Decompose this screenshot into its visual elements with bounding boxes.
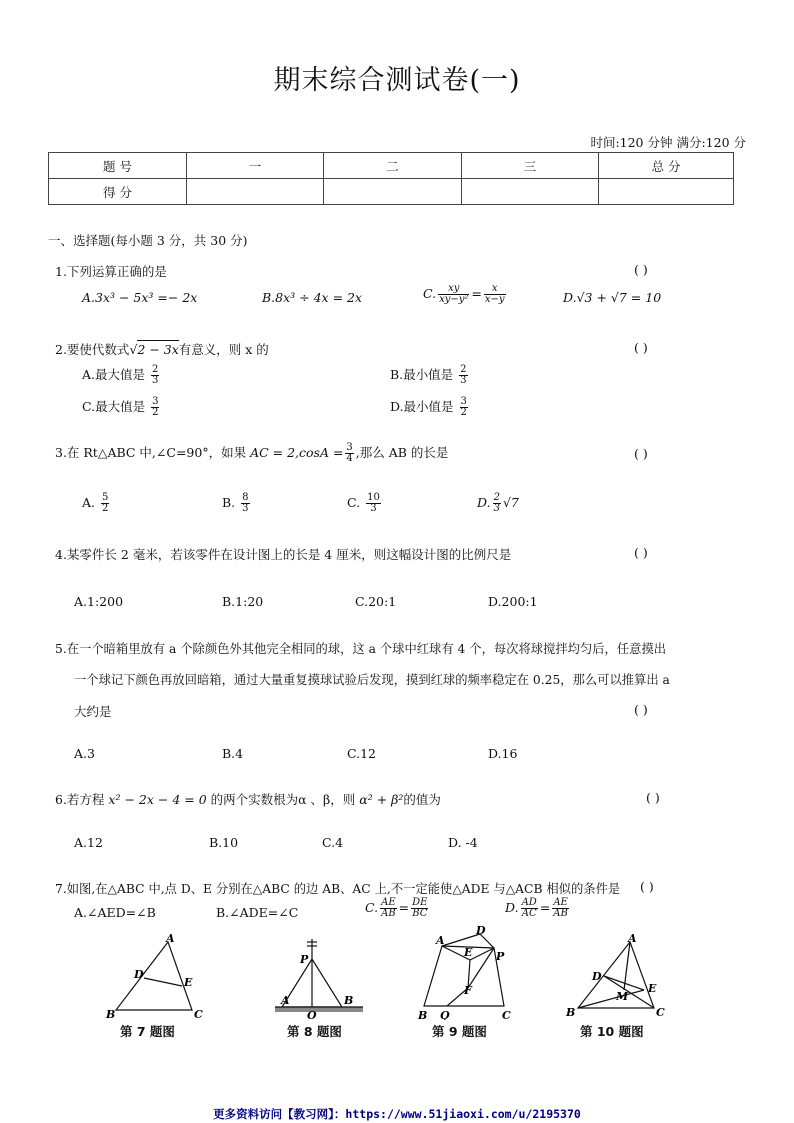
fig8-label: B [344,994,354,1007]
q7-option-d: D. $\frac{AD}{AC}$ = $\frac{AE}{AB}$ [505,897,568,919]
fig9-label: B [418,1009,428,1020]
score-input-cell[interactable] [324,179,462,205]
score-header-cell: 一 [187,153,324,179]
score-header-cell: 总 分 [599,153,734,179]
score-input-cell[interactable] [187,179,324,205]
footer-link[interactable]: 更多资料访问【教习网】：https://www.51jiaoxi.com/u/2195370 [213,1107,581,1121]
q6-option-d: D. -4 [448,835,478,850]
q4-option-d: D.200:1 [488,594,538,609]
score-table [48,152,734,205]
q1-option-c: C. $\frac{xy}{\text{xy−y²}}$ = $\frac{x}{x-y}$ [423,283,505,305]
fraction: $\frac{x}{x-y}$ [484,283,505,305]
figure-10-diagram [564,930,674,1020]
figure-8-caption: 第 8 题图 [287,1024,342,1039]
fig9-label: F [464,984,472,997]
figure-8-diagram [270,935,370,1020]
q7-option-b: B.∠ADE=∠C [216,905,299,920]
fig10-label: B [566,1006,576,1019]
fig10-label: D [592,970,602,983]
time-info: 时间:120 分钟 满分:120 分 [590,135,746,150]
q6-stem: 6.若方程 x² − 2x − 4 = 0 的两个实数根为α 、β，则 α² + β²的值为 [55,792,441,807]
fig7-label: D [134,968,144,981]
page-title: 期末综合测试卷(一) [273,65,521,96]
answer-bracket: ( ) [634,262,648,277]
q6-option-a: A.12 [74,835,103,850]
q4-stem: 4.某零件长 2 毫米，若该零件在设计图上的长是 4 厘米，则这幅设计图的比例尺是 [55,547,512,562]
q7-option-c: C. $\frac{AE}{AB}$ = $\frac{DE}{BC}$ [365,897,428,919]
answer-bracket: ( ) [634,545,648,560]
score-row-label: 得 分 [49,179,187,205]
q1-option-a: A.3x³ − 5x³ =− 2x [82,290,198,305]
q5-line-3: 大约是 [74,704,112,719]
q7-stem: 7.如图,在△ABC 中,点 D、E 分别在△ABC 的边 AB、AC 上,不一定能使△ADE 与△ACB 相似的条件是 [55,882,621,896]
fig8-label: O [307,1009,317,1020]
score-header-cell: 二 [324,153,462,179]
q4-option-c: C.20:1 [355,594,397,609]
q6-option-b: B.10 [209,835,239,850]
q3-option-d: D. $\frac{2}{3}$ √7 [477,492,519,514]
q5-option-a: A.3 [74,746,95,761]
fig9-label: E [464,946,473,959]
fig8-label: P [300,953,309,966]
q2-option-b: B.最小值是 $\frac{2}{3}$ [390,364,467,386]
q2-option-a: A.最大值是 $\frac{2}{3}$ [82,364,159,386]
section-heading: 一、选择题(每小题 3 分，共 30 分) [48,233,248,248]
q4-option-a: A.1:200 [74,594,124,609]
q3-option-c: C. $\frac{10}{3}$ [347,492,380,514]
q5-line-1: 5.在一个暗箱里放有 a 个除颜色外其他完全相同的球，这 a 个球中红球有 4 个，每次将球搅拌均匀后，任意摸出 [55,642,667,656]
fig9-label: C [502,1009,511,1020]
fig7-label: C [194,1008,203,1021]
q1-stem: 1.下列运算正确的是 [55,264,167,279]
q5-option-b: B.4 [222,746,244,761]
fig9-label: Q [440,1009,450,1020]
q5-option-c: C.12 [347,746,376,761]
fraction: $\frac{xy}{\text{xy−y²}}$ [439,283,469,305]
fig10-label: A [628,932,637,945]
q1-option-b: B.8x³ ÷ 4x = 2x [262,290,363,305]
q2-stem: 2.要使代数式√2 − 3x有意义，则 x 的 [55,342,269,357]
q6-option-c: C.4 [322,835,344,850]
score-table-score-row [49,179,734,205]
fig7-label: E [184,976,193,989]
score-header-cell: 三 [462,153,599,179]
q5-option-d: D.16 [488,746,518,761]
q4-option-b: B.1:20 [222,594,264,609]
q2-option-c: C.最大值是 $\frac{3}{2}$ [82,396,159,418]
q3-option-a: A. $\frac{5}{2}$ [82,492,109,514]
figure-10-caption: 第 10 题图 [580,1024,644,1039]
fig9-label: P [496,950,505,963]
figure-9-diagram [412,926,522,1020]
fig9-label: D [476,926,486,937]
score-table-header-row [49,153,734,179]
fig10-label: E [648,982,657,995]
q2-option-d: D.最小值是 $\frac{3}{2}$ [390,396,467,418]
fig7-label: A [166,932,175,945]
answer-bracket: ( ) [634,340,648,355]
q3-option-b: B. $\frac{8}{3}$ [222,492,249,514]
q3-stem: 3.在 Rt△ABC 中,∠C=90°，如果 AC = 2,cosA = $\frac{3}{4}$ ,那么 AB 的长是 [55,442,449,464]
figure-9-caption: 第 9 题图 [432,1024,487,1039]
answer-bracket: ( ) [634,446,648,461]
score-header-cell: 题 号 [49,153,187,179]
answer-bracket: ( ) [646,790,660,805]
q1-c-prefix: C. [423,286,437,301]
fig7-label: B [106,1008,116,1021]
answer-bracket: ( ) [634,702,648,717]
fig8-label: A [281,994,290,1007]
q7-option-a: A.∠AED=∠B [74,905,156,920]
q5-line-2: 一个球记下颜色再放回暗箱，通过大量重复摸球试验后发现，摸到红球的频率稳定在 0.25，那么可以推算出 a [74,673,670,687]
q1-option-d: D.√3 + √7 = 10 [563,290,662,305]
figure-7-diagram [104,932,214,1022]
fig10-label: C [656,1006,665,1019]
figure-7-caption: 第 7 题图 [120,1024,175,1039]
answer-bracket: ( ) [640,879,654,894]
fig9-label: A [436,934,445,947]
score-input-cell[interactable] [599,179,734,205]
fig10-label: M [616,990,629,1003]
score-input-cell[interactable] [462,179,599,205]
